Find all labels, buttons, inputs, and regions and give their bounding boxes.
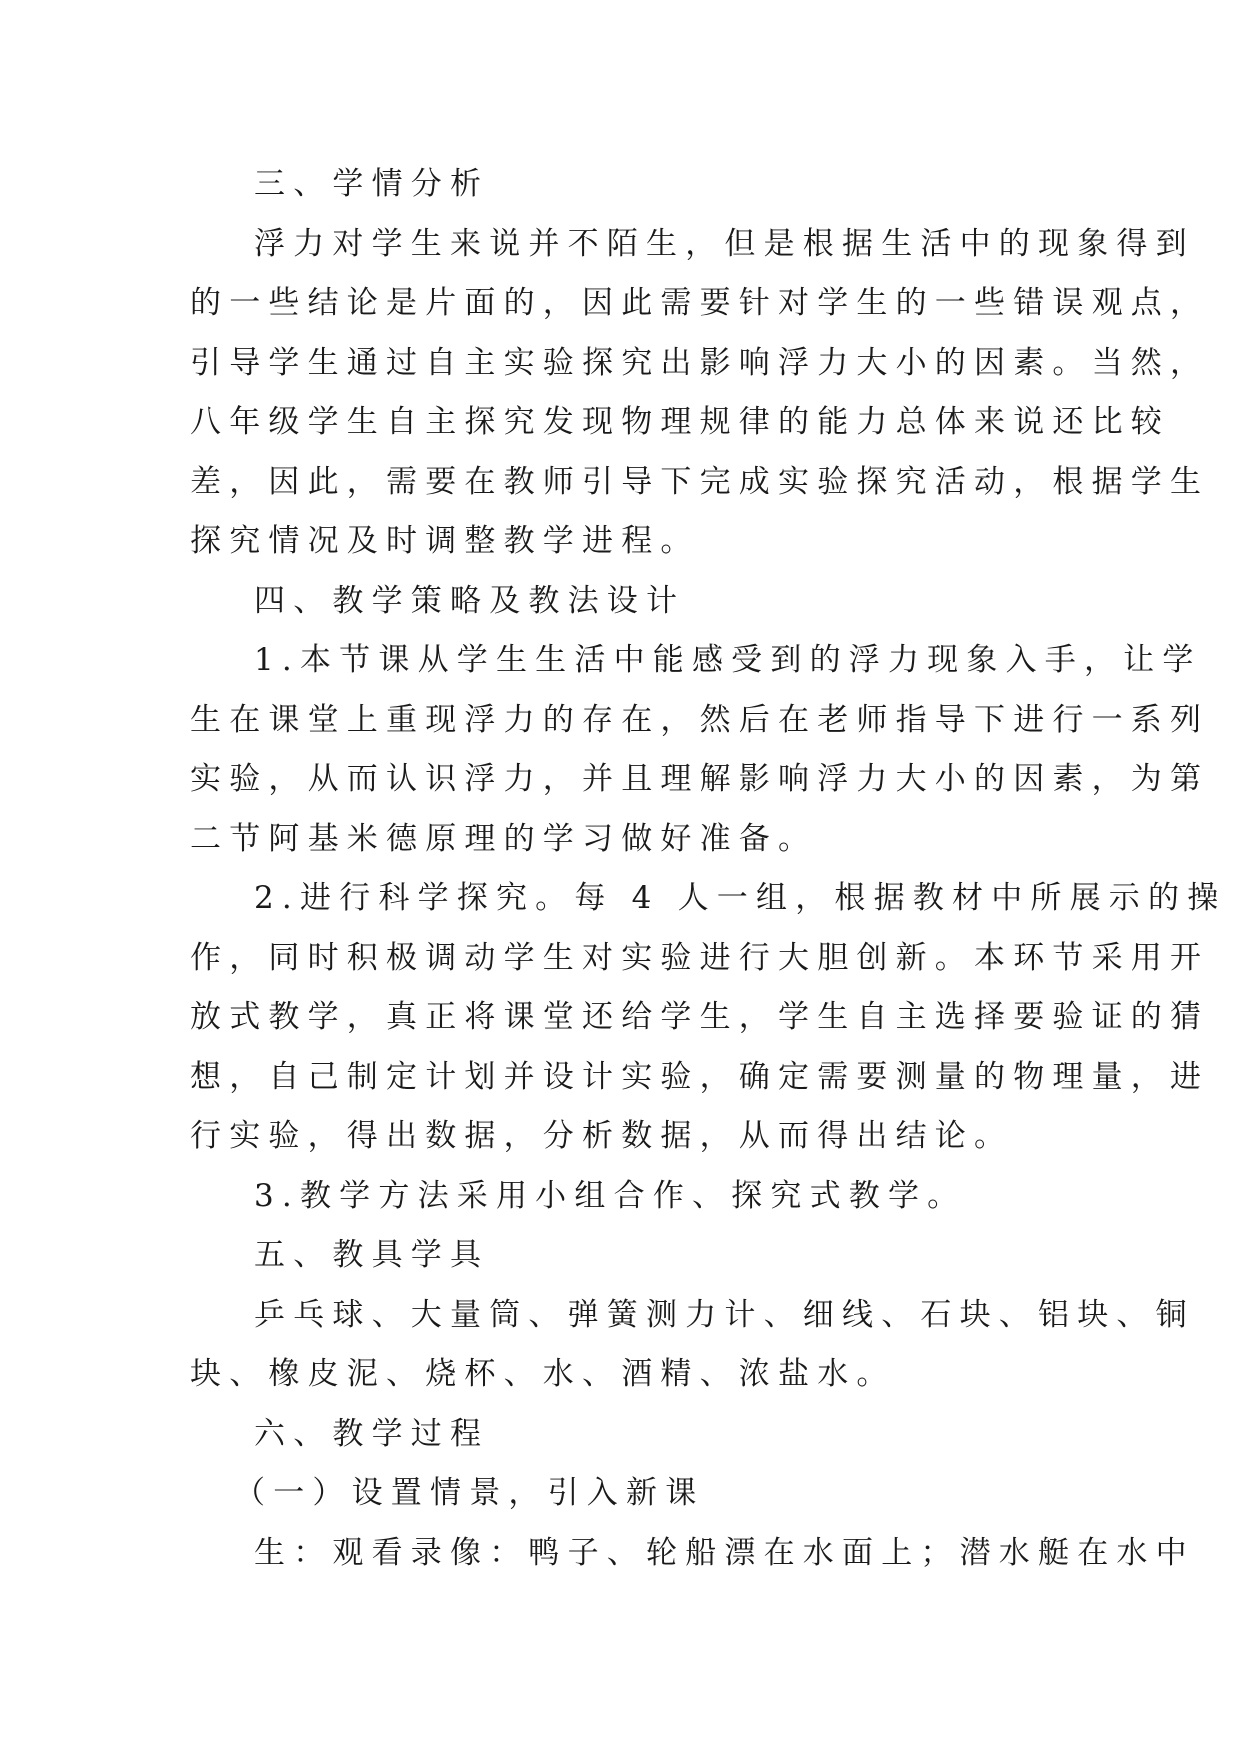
text-line: 差，因此，需要在教师引导下完成实验探究活动，根据学生: [190, 463, 1210, 500]
text-line: 探究情况及时调整教学进程。: [190, 523, 700, 559]
paragraph-strategy-2: [190, 869, 1227, 1167]
text-line: 想，自己制定计划并设计实验，确定需要测量的物理量，进: [190, 1058, 1210, 1095]
text-line: 3.教学方法采用小组合作、探究式教学。: [254, 1177, 967, 1214]
text-line: 块、橡皮泥、烧杯、水、酒精、浓盐水。: [190, 1356, 896, 1392]
paragraph-strategy-3: [190, 1167, 1070, 1227]
text-line: 的一些结论是片面的，因此需要针对学生的一些错误观点，: [190, 285, 1210, 321]
text-line: 生：观看录像：鸭子、轮船漂在水面上；潜水艇在水中: [254, 1534, 1195, 1571]
section-heading-teaching-strategy: 四、教学策略及教法设计: [254, 582, 686, 619]
text-line: 乒乓球、大量筒、弹簧测力计、细线、石块、铝块、铜: [254, 1296, 1195, 1333]
paragraph-strategy-1: [190, 631, 1210, 869]
paragraph-scenario: [190, 1524, 1195, 1584]
section-heading-teaching-process: 六、教学过程: [254, 1415, 490, 1452]
text-line: 1.本节课从学生生活中能感受到的浮力现象入手，让学: [254, 642, 1202, 678]
text-line: 引导学生通过自主实验探究出影响浮力大小的因素。当然，: [190, 344, 1210, 381]
section-heading-teaching-tools: 五、教具学具: [254, 1237, 490, 1273]
text-line: 二节阿基米德原理的学习做好准备。: [190, 820, 818, 857]
paragraph-learning-analysis: [190, 215, 1210, 572]
text-line: 行实验，得出数据，分析数据，从而得出结论。: [190, 1118, 1014, 1154]
text-line: 浮力对学生来说并不陌生，但是根据生活中的现象得到: [254, 225, 1195, 262]
section-heading-learning-analysis: 三、学情分析: [254, 166, 490, 202]
text-line: 生在课堂上重现浮力的存在，然后在老师指导下进行一系列: [190, 701, 1210, 738]
text-line: 实验，从而认识浮力，并且理解影响浮力大小的因素，为第: [190, 761, 1210, 797]
paragraph-teaching-tools: [190, 1286, 1195, 1405]
subsection-heading-scenario: （一）设置情景，引入新课: [234, 1475, 705, 1511]
text-line: 八年级学生自主探究发现物理规律的能力总体来说还比较: [190, 404, 1170, 440]
text-line: 2.进行科学探究。每 4 人一组，根据教材中所展示的操: [254, 880, 1227, 916]
text-line: 放式教学，真正将课堂还给学生，学生自主选择要验证的猜: [190, 999, 1210, 1035]
text-line: 作，同时积极调动学生对实验进行大胆创新。本环节采用开: [190, 939, 1210, 976]
document-body: [190, 155, 1227, 1583]
